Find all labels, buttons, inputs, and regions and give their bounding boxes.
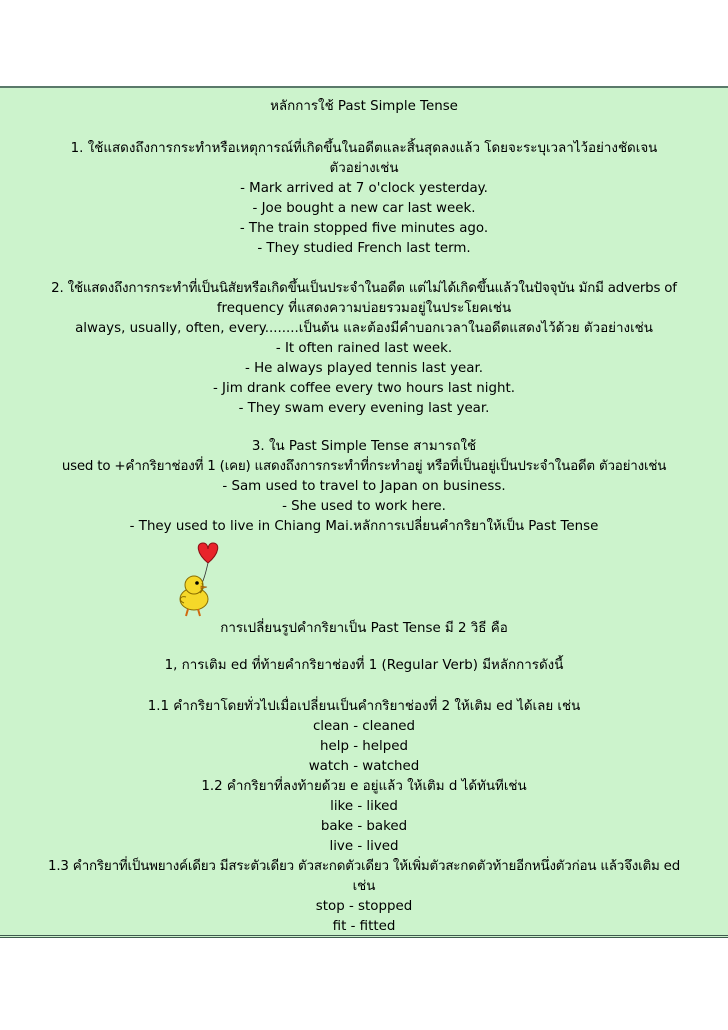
rule1-text: 1. ใช้แสดงถึงการกระทำหรือเหตุการณ์ที่เกิดขึ้นในอดีตและสิ้นสุดลงแล้ว โดยจะระบุเวลาไว้อย่างชัดเจน [70,141,658,156]
rule11-example: help - helped [320,739,408,754]
rule1-example: - Mark arrived at 7 o'clock yesterday. [240,181,488,196]
rule11-text: 1.1 คำกริยาโดยทั่วไปเมื่อเปลี่ยนเป็นคำกริยาช่องที่ 2 ให้เติม ed ได้เลย เช่น [147,699,581,714]
rule2-line1: 2. ใช้แสดงถึงการกระทำที่เป็นนิสัยหรือเกิดขึ้นเป็นประจำในอดีต แต่ไม่ได้เกิดขึ้นแล้วในปัจจุบัน มักมี adverbs of [51,281,677,296]
rule3-example: - Sam used to travel to Japan on business. [222,479,506,494]
rule11-example: clean - cleaned [312,719,416,734]
rule11-example: watch - watched [308,759,420,774]
rule3-example: - They used to live in Chiang Mai.หลักการเปลี่ยนคำกริยาให้เป็น Past Tense [129,519,599,534]
rule2-example: - It often rained last week. [275,341,453,356]
heart-balloon-icon [198,543,217,563]
rule3-example: - She used to work here. [282,499,446,514]
method1-text: 1, การเติม ed ที่ท้ายคำกริยาช่องที่ 1 (Regular Verb) มีหลักการดังนี้ [164,658,564,673]
rule2-line3: always, usually, often, every........เป็นต้น และต้องมีคำบอกเวลาในอดีตแสดงไว้ด้วย ตัวอย่างเช่น [75,321,653,336]
rule1-example: - The train stopped five minutes ago. [239,221,489,236]
rule2-example: - They swam every evening last year. [238,401,490,416]
rule3-line2: used to +คำกริยาช่องที่ 1 (เคย) แสดงถึงการกระทำที่กระทำอยู่ หรือที่เป็นอยู่เป็นประจำในอดีต ตัวอย่างเช่น [61,459,667,474]
rule2-line2: frequency ที่แสดงความบ่อยรวมอยู่ในประโยคเช่น [216,301,512,316]
rule12-example: like - liked [330,799,398,814]
rule2-example: - Jim drank coffee every two hours last night. [212,381,516,396]
bird-heart-balloon-icon [172,541,242,619]
rule12-example: bake - baked [320,819,408,834]
rule1-example: - They studied French last term. [257,241,471,256]
rule12-text: 1.2 คำกริยาที่ลงท้ายด้วย e อยู่แล้ว ให้เติม d ได้ทันทีเช่น [201,779,527,794]
rule13-example-label: เช่น [352,879,376,894]
rule1-example-label: ตัวอย่างเช่น [329,161,399,176]
lesson-panel [0,86,728,938]
section2-title: การเปลี่ยนรูปคำกริยาเป็น Past Tense มี 2 วิธี คือ [220,621,508,636]
rule13-text: 1.3 คำกริยาที่เป็นพยางค์เดียว มีสระตัวเดียว ตัวสะกดตัวเดียว ให้เพิ่มตัวสะกดตัวท้ายอีกหนึ่งตัวก่อน แล้วจึงเติม ed [48,859,680,874]
rule13-example: fit - fitted [332,919,396,934]
rule12-example: live - lived [329,839,399,854]
rule13-example: stop - stopped [315,899,413,914]
section-title: หลักการใช้ Past Simple Tense [270,99,458,114]
rule1-example: - Joe bought a new car last week. [252,201,476,216]
rule2-example: - He always played tennis last year. [245,361,483,376]
rule3-line1: 3. ใน Past Simple Tense สามารถใช้ [251,439,477,454]
